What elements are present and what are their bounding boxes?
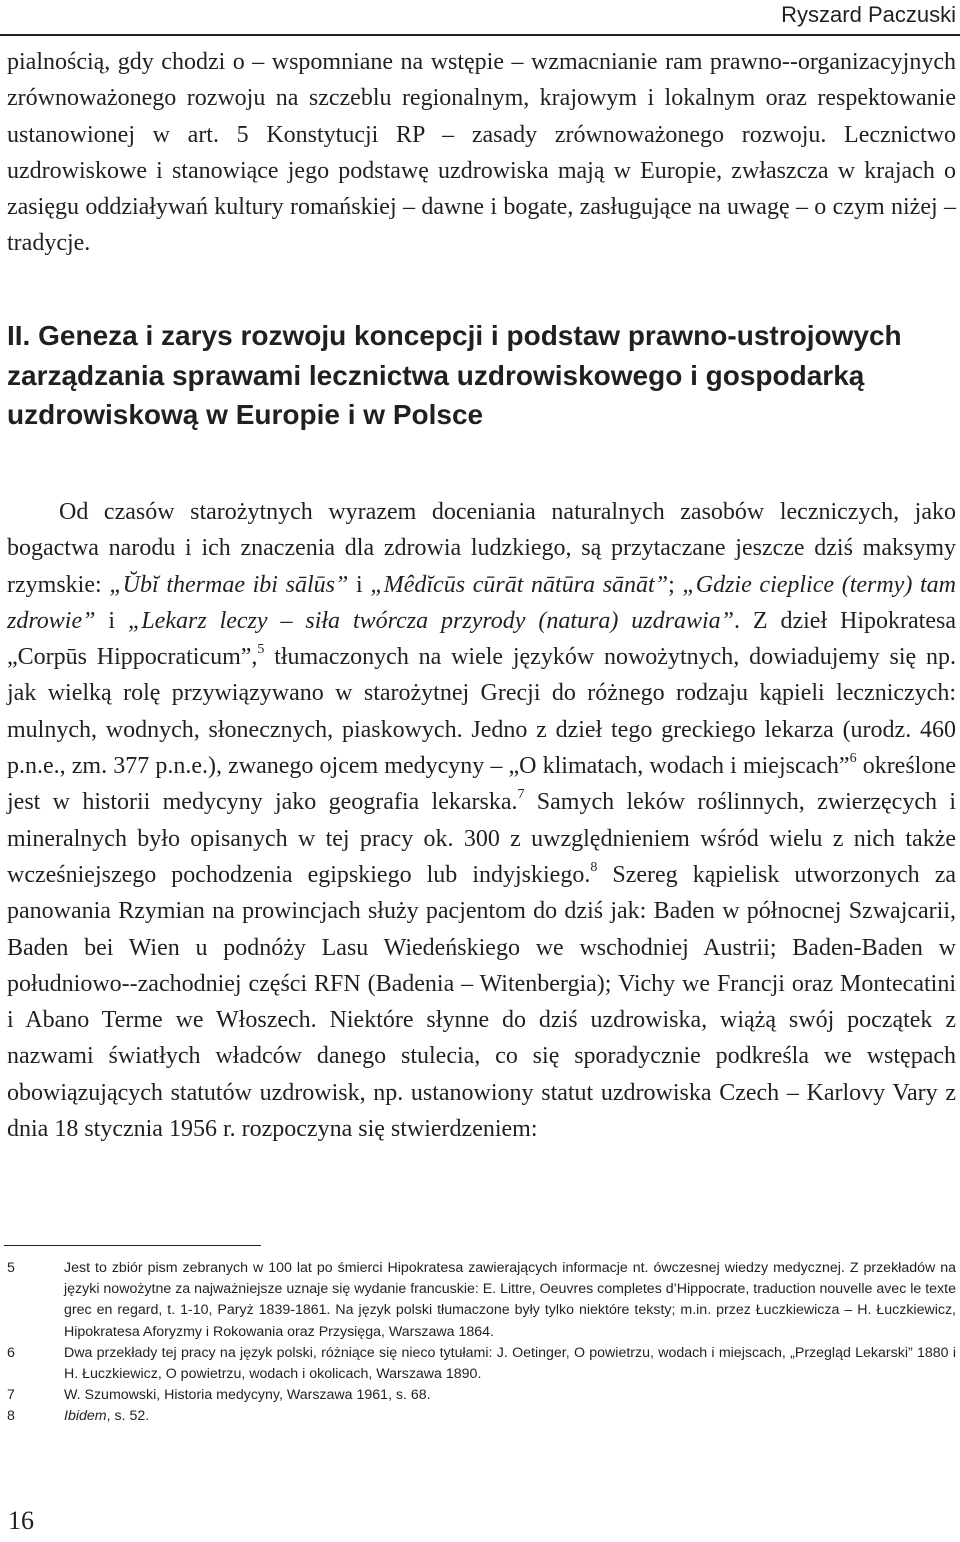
footnote-ref-7[interactable]: 7 [517, 787, 525, 803]
p2-segment-5: . Z dzieł Hipokratesa „Corpūs Hippocraticum”, [7, 607, 956, 671]
latin-maxim-1: „Ŭbĭ thermae ibi sālūs” [109, 571, 349, 598]
footnote-8 [7, 1406, 956, 1427]
p2-segment-7: określone jest w historii medycyny jako geografia lekarska. [7, 753, 956, 816]
p2-segment-4: i [95, 607, 128, 634]
p2-segment-9: Szereg kąpielisk utworzonych za panowania Rzymian na prowincjach służy pacjentom do dziś jak: Baden w północnej Szwajcarii, Baden bei Wien u podnóży Lasu Wiedeńskiego we wschodniej Austrii; Baden-Baden w południowo--zachodniej części RFN (Badenia – Witenbergia); Vichy we Francji oraz Montecatini i Abano Terme we Włoszech. Niektóre słynne do dziś uzdrowiska, wiążą swój początek z nazwami światłych władców danego stulecia, co się sporadycznie podkreśla we wstępach obowiązujących statutów uzdrowisk, np. ustanowiony statut uzdrowiska Czech – Karlovy Vary z dnia 18 stycznia 1956 r. rozpoczyna się stwierdzeniem: [7, 861, 957, 1143]
footnote-number: 8 [7, 1408, 15, 1425]
footnote-ref-5[interactable]: 5 [257, 642, 265, 658]
header-rule [0, 34, 960, 36]
p2-segment-2: i [348, 571, 371, 598]
body-paragraph-1 [7, 44, 956, 262]
footnote-number: 5 [7, 1260, 15, 1276]
p2-segment-3: ; [668, 571, 683, 598]
footnote-number: 7 [7, 1387, 15, 1404]
footnote-number: 6 [7, 1344, 15, 1361]
footnote-7 [7, 1385, 956, 1406]
footnote-6 [7, 1343, 956, 1385]
footnotes [7, 1258, 956, 1428]
page-number: 16 [8, 1506, 34, 1535]
footnote-separator [4, 1245, 261, 1246]
footnote-5 [7, 1258, 956, 1343]
footnote-text: Dwa przekłady tej pracy na język polski, różniące się nieco tytułami: J. Oetinger, O powietrzu, wodach i miejscach, „Przegląd Lekarski” 1880 i H. Łuczkiewicz, O powietrzu, wodach i okolicach, Warszawa 1890. [64, 1344, 956, 1383]
footnote-text-rest: , s. 52. [106, 1408, 150, 1425]
body-paragraph-2 [7, 494, 956, 1147]
footnote-text [64, 1406, 956, 1427]
footnote-text: Jest to zbiór pism zebranych w 100 lat po śmierci Hipokratesa zawierających informacje nt. ówczesnej wiedzy medycznej. Z przekładów na języki nowożytne za najważniejsze uznaje się wydanie francuskie: E. Littre, Oeuvres completes d’Hippocrate, traduction nouvelle avec le texte grec en regard, t. 1-10, Paryż 1839-1861. Na język polski tłumaczone były tylko niektóre teksty; m.in. przez Łuczkiewicza – H. Łuczkiewicz, Hipokratesa Aforyzmy i Rokowania oraz Przysięga, Warszawa 1864. [64, 1260, 956, 1340]
section-heading: II. Geneza i zarys rozwoju koncepcji i podstaw prawno-ustrojowych zarządzania sprawami lecznictwa uzdrowiskowego i gospodarką uzdrowiskową w Europie i w Polsce [7, 320, 902, 430]
polish-maxim-2: „Lekarz leczy – siła twórcza przyrody (natura) uzdrawia” [127, 607, 734, 634]
footnote-text: W. Szumowski, Historia medycyny, Warszawa 1961, s. 68. [64, 1387, 431, 1404]
polish-maxim-1: „Gdzie cieplice (termy) tam zdrowie” [7, 571, 956, 634]
footnote-italic-ibidem: Ibidem [64, 1408, 107, 1425]
footnote-ref-6[interactable]: 6 [849, 751, 857, 767]
running-head-author: Ryszard Paczuski [781, 2, 956, 27]
paragraph-1-text: pialnością, gdy chodzi o – wspomniane na wstępie – wzmacnianie ram prawno--organizacyjnych zrównoważonego rozwoju na szczeblu regionalnym, krajowym i lokalnym oraz respektowanie ustanowionej w art. 5 Konstytucji RP – zasady zrównoważonego rozwoju. Lecznictwo uzdrowiskowe i stanowiące jego podstawę uzdrowiska mają w Europie, zwłaszcza w krajach o zasięgu oddziaływań kultury romańskiej – dawne i bogate, zasługujące na uwagę – o czym niżej – tradycje. [7, 49, 956, 257]
p2-segment-1: Od czasów starożytnych wyrazem doceniania naturalnych zasobów leczniczych, jako bogactwa narodu i ich znaczenia dla zdrowia ludzkiego, są przytaczane jeszcze dziś maksymy rzymskie: [7, 499, 956, 598]
paragraph-2-text [7, 494, 956, 1147]
footnote-ref-8[interactable]: 8 [590, 859, 598, 875]
p2-segment-8: Samych leków roślinnych, zwierzęcych i mineralnych było opisanych w tej pracy ok. 300 z uwzględnieniem wśród wielu z nich także wcześniejszego pochodzenia egipskiego lub indyjskiego. [7, 789, 956, 888]
p2-segment-6: tłumaczonych na wiele języków nowożytnych, dowiadujemy się np. jak wielką rolę przywiązywano w starożytnej Grecji do różnego rodzaju kąpieli leczniczych: mulnych, wodnych, słonecznych, piaskowych. Jedno z dzieł tego greckiego lekarza (urodz. 460 p.n.e., zm. 377 p.n.e.), zwanego ojcem medycyny – „O klimatach, wodach i miejscach” [7, 644, 956, 780]
latin-maxim-2: „Mêdĭcūs cūrāt nātūra sānāt” [370, 571, 669, 598]
